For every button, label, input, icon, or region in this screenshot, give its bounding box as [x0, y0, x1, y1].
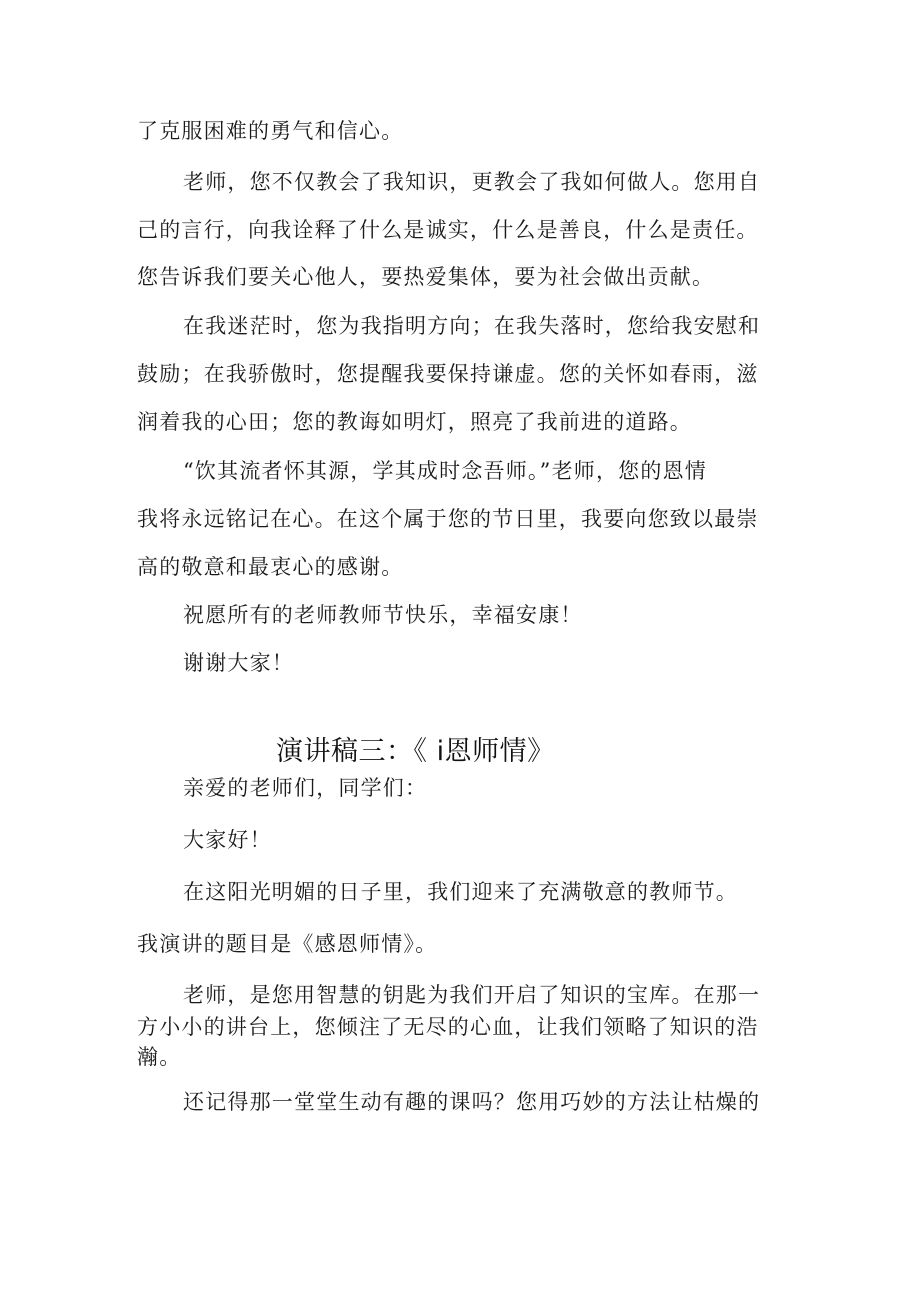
text-line: 润着我的心田；您的教诲如明灯，照亮了我前进的道路。 — [137, 410, 692, 434]
text-line: 大家好！ — [183, 828, 272, 852]
text-line: 您告诉我们要关心他人，要热爱集体，要为社会做出贡献。 — [137, 265, 715, 289]
text-line: 己的言行，向我诠释了什么是诚实，什么是善良，什么是责任。 — [137, 218, 759, 242]
text-line: 在这阳光明媚的日子里，我们迎来了充满敬意的教师节。 — [183, 880, 738, 904]
text-line: 我将永远铭记在心。在这个属于您的节日里，我要向您致以最崇 — [137, 507, 759, 531]
text-line: 了克服困难的勇气和信心。 — [137, 119, 404, 143]
text-line: 亲爱的老师们，同学们： — [183, 776, 428, 800]
section-title: 演讲稿三：《 i恩师情》 — [276, 736, 555, 767]
text-line: 高的敬意和最衷心的感谢。 — [137, 555, 404, 579]
text-line: 瀚。 — [137, 1045, 182, 1069]
text-line: 祝愿所有的老师教师节快乐，幸福安康！ — [183, 603, 583, 627]
text-line: 我演讲的题目是《感恩师情》。 — [137, 932, 438, 956]
text-line: 老师，是您用智慧的钥匙为我们开启了知识的宝库。在那一 — [183, 983, 761, 1007]
text-line: “饮其流者怀其源，学其成时念吾师。”老师，您的恩情 — [183, 459, 707, 483]
text-line: 在我迷茫时，您为我指明方向；在我失落时，您给我安慰和 — [183, 314, 761, 338]
text-line: 谢谢大家！ — [183, 651, 294, 675]
text-line: 老师，您不仅教会了我知识，更教会了我如何做人。您用自 — [183, 170, 761, 194]
text-line: 还记得那一堂堂生动有趣的课吗？您用巧妙的方法让枯燥的 — [183, 1090, 761, 1114]
text-line: 方小小的讲台上，您倾注了无尽的心血，让我们领略了知识的浩 — [137, 1015, 759, 1039]
text-line: 鼓励；在我骄傲时，您提醒我要保持谦虚。您的关怀如春雨，滋 — [137, 362, 759, 386]
